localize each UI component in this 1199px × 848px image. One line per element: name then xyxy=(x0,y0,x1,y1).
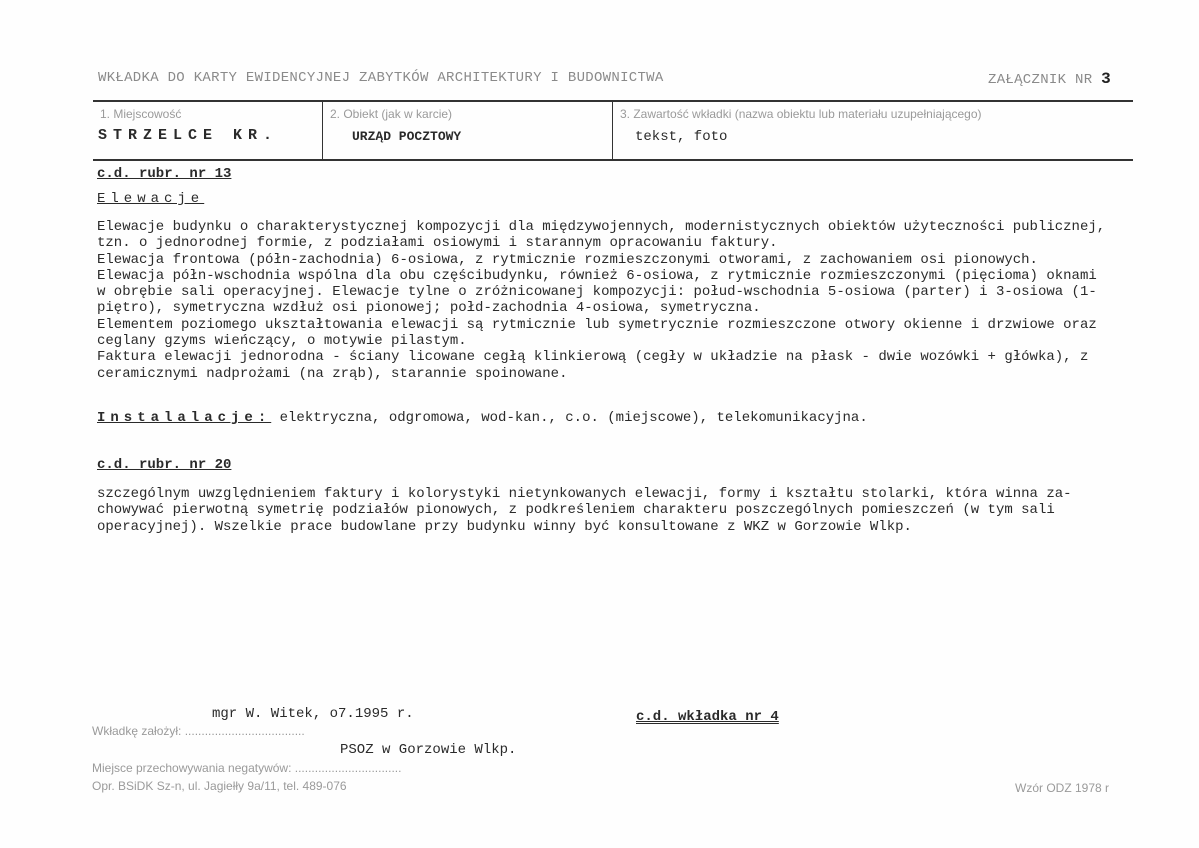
text-line: chowywać pierwotną symetrię podziałów pionowych, z podkreśleniem charakteru poszczególnych pomieszczeń (w tym sali xyxy=(97,502,1055,519)
top-rule xyxy=(93,100,1133,102)
section-13-ref: c.d. rubr. nr 13 xyxy=(97,166,232,182)
storage: PSOZ w Gorzowie Wlkp. xyxy=(340,742,517,758)
text-line: operacyjnej). Wszelkie prace budowlane przy budynku winny być konsultowane z WKZ w Gorzowie Wlkp. xyxy=(97,518,912,535)
locality-value: STRZELCE KR. xyxy=(98,127,279,144)
section-13-text xyxy=(97,219,1105,382)
text-line: szczególnym uwzględnieniem faktury i kolorystyki nietynkowanych elewacji, formy i kształtu stolarki, która winna za- xyxy=(97,486,1072,502)
text-line: w obrębie sali operacyjnej. Elewacje tylne o zróżnicowanej kompozycji: połud-wschodnia 5-osiowa (parter) i 3-osiowa (1- xyxy=(97,284,1097,301)
section-20-ref: c.d. rubr. nr 20 xyxy=(97,457,232,473)
section-13-heading: Elewacje xyxy=(97,191,205,207)
document-title: WKŁADKA DO KARTY EWIDENCYJNEJ ZABYTKÓW ARCHITEKTURY I BUDOWNICTWA xyxy=(98,70,664,86)
printer-info: Opr. BSiDK Sz-n, ul. Jagiełły 9a/11, tel. 489-076 xyxy=(92,779,347,793)
divider xyxy=(612,101,613,160)
installations xyxy=(97,410,868,426)
storage-label: Miejsce przechowywania negatywów: ................................ xyxy=(92,761,402,775)
text-line: ceglany gzyms wieńczący, o motywie pilastym. xyxy=(97,333,467,350)
text-line: tzn. o jednorodnej formie, z podziałami osiowymi i starannym opracowaniu faktury. xyxy=(97,235,778,252)
locality-label: 1. Miejscowość xyxy=(100,107,182,121)
text-line: Elewacja półn-wschodnia wspólna dla obu częścibudynku, również 6-osiowa, z rytmicznie rozmieszczonymi (pięcioma) oknami xyxy=(97,267,1097,284)
section-20-text xyxy=(97,486,1072,535)
content-value: tekst, foto xyxy=(635,129,728,145)
content-label: 3. Zawartość wkładki (nazwa obiektu lub materiału uzupełniającego) xyxy=(620,107,982,121)
installations-text: elektryczna, odgromowa, wod-kan., c.o. (miejscowe), telekomunikacyjna. xyxy=(279,410,868,426)
text-line: piętro), symetryczna wzdłuż osi pionowej; połd-zachodnia 4-osiowa, symetryczna. xyxy=(97,300,761,317)
object-label: 2. Obiekt (jak w karcie) xyxy=(330,107,453,121)
form-id: Wzór ODZ 1978 r xyxy=(1015,781,1110,795)
author-label: Wkładkę założył: .................................... xyxy=(92,724,305,738)
bottom-rule xyxy=(93,159,1133,161)
divider xyxy=(322,101,323,160)
author: mgr W. Witek, o7.1995 r. xyxy=(212,706,414,722)
continuation: c.d. wkładka nr 4 xyxy=(636,709,779,725)
installations-heading: Instalalacje: xyxy=(97,410,272,426)
text-line: ceramicznymi nadprożami (na zrąb), starannie spoinowane. xyxy=(97,365,568,382)
object-value: URZĄD POCZTOWY xyxy=(352,129,462,144)
attachment-label-text: ZAŁĄCZNIK NR xyxy=(988,72,1093,88)
text-line: Elementem poziomego ukształtowania elewacji są rytmicznie lub symetrycznie rozmieszczone otwory okienne i drzwiowe oraz xyxy=(97,316,1097,333)
attachment-label xyxy=(988,70,1111,88)
attachment-number: 3 xyxy=(1101,70,1112,88)
text-line: Elewacje budynku o charakterystycznej kompozycji dla międzywojennych, modernistycznych obiektów użyteczności publicznej, xyxy=(97,219,1106,235)
text-line: Elewacja frontowa (półn-zachodnia) 6-osiowa, z rytmicznie rozmieszczonymi otworami, z zachowaniem osi pionowych. xyxy=(97,251,1038,268)
text-line: Faktura elewacji jednorodna - ściany licowane cegłą klinkierową (cegły w układzie na płask - dwie wozówki + główka), z xyxy=(97,349,1089,366)
